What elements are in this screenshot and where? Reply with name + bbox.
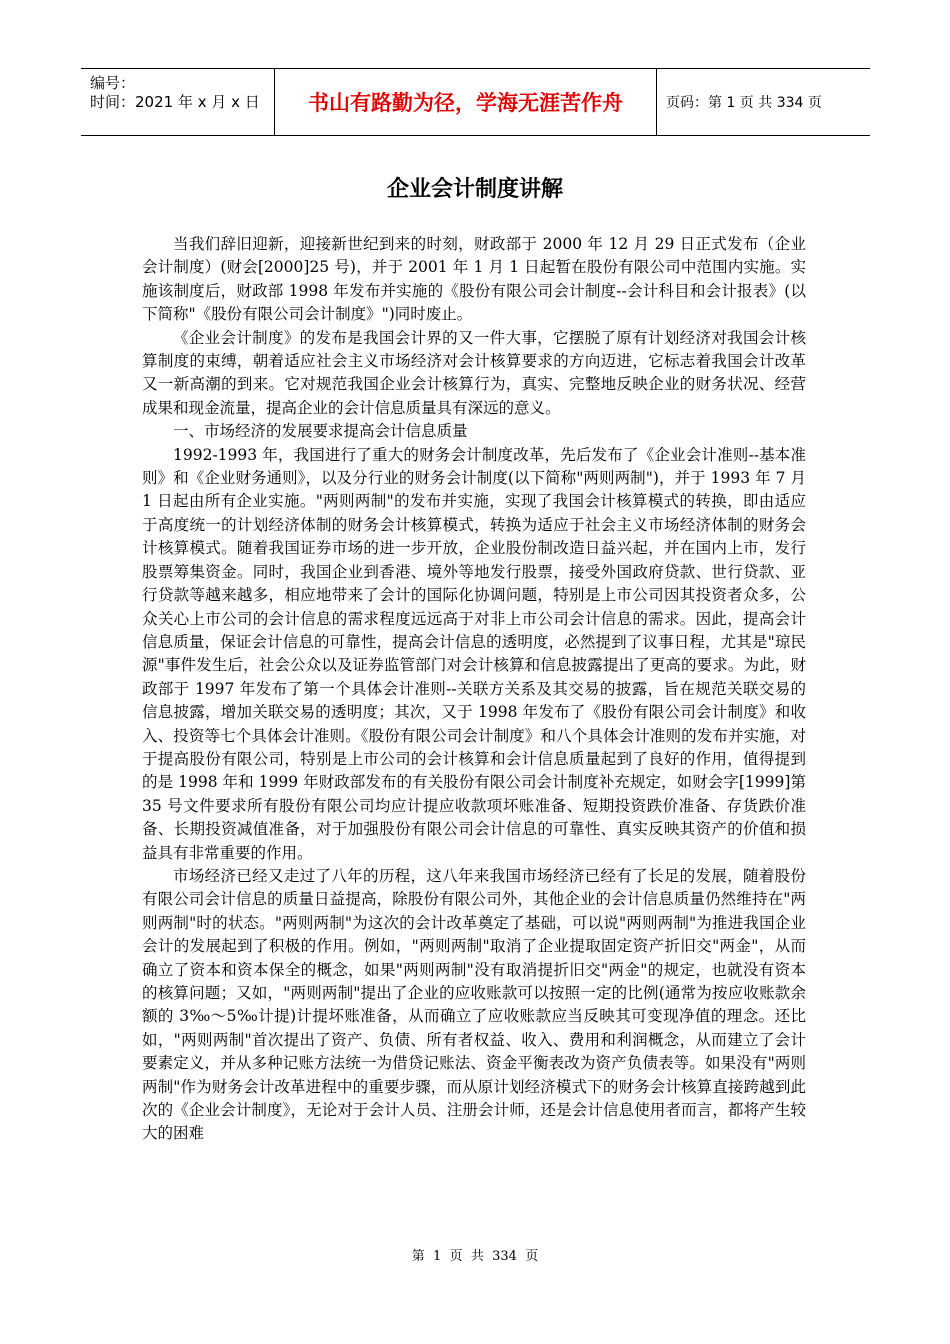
header-meta xyxy=(81,69,274,135)
number-label: 编号： xyxy=(90,74,136,92)
paragraph: 1992-1993 年，我国进行了重大的财务会计制度改革，先后发布了《企业会计准则--基本准则》和《企业财务通则》，以及分行业的财务会计制度(以下简称"两则两制")，并于 1993 年 7 月 1 日起由所有企业实施。"两则两制"的发布并实施，实现了我国会计核算模式的转换，即由适应于高度统一的计划经济体制的财务会计核算模式，转换为适应于社会主义市场经济体制的财务会计核算模式。随着我国证券市场的进一步开放，企业股份制改造日益兴起，并在国内上市，发行股票筹集资金。同时，我国企业到香港、境外等地发行股票，接受外国政府贷款、世行贷款、亚行贷款等越来越多，相应地带来了会计的国际化协调问题，特别是上市公司因其投资者众多，公众关心上市公司的会计信息的需求程度远远高于对非上市公司会计信息的需求。因此，提高会计信息质量，保证会计信息的可靠性，提高会计信息的透明度，必然提到了议事日程，尤其是"琼民源"事件发生后，社会公众以及证券监管部门对会计核算和信息披露提出了更高的要求。为此，财政部于 1997 年发布了第一个具体会计准则--关联方关系及其交易的披露，旨在规范关联交易的信息披露，增加关联交易的透明度；其次，又于 1998 年发布了《股份有限公司会计制度》和收入、投资等七个具体会计准则。《股份有限公司会计制度》和八个具体会计准则的发布并实施，对于提高股份有限公司，特别是上市公司的会计核算和会计信息质量起到了良好的作用，值得提到的是 1998 年和 1999 年财政部发布的有关股份有限公司会计制度补充规定，如财会字[1999]第 35 号文件要求所有股份有限公司均应计提应收款项坏账准备、短期投资跌价准备、存货跌价准备、长期投资减值准备，对于加强股份有限公司会计信息的可靠性、真实反映其资产的价值和损益具有非常重要的作用。 xyxy=(142,445,806,862)
header-motto: 书山有路勤为径，学海无涯苦作舟 xyxy=(308,91,623,115)
header-table xyxy=(81,68,870,136)
paragraph: 市场经济已经又走过了八年的历程，这八年来我国市场经济已经有了长足的发展，随着股份有限公司会计信息的质量日益提高，除股份有限公司外，其他企业的会计信息质量仍然维持在"两则两制"时的状态。"两则两制"为这次的会计改革奠定了基础，可以说"两则两制"为推进我国企业会计的发展起到了积极的作用。例如，"两则两制"取消了企业提取固定资产折旧交"两金"，从而确立了资本和资本保全的概念，如果"两则两制"没有取消提折旧交"两金"的规定，也就没有资本的核算问题；又如，"两则两制"提出了企业的应收账款可以按照一定的比例(通常为按应收账款余额的 3‰～5‰计提)计提坏账准备，从而确立了应收账款应当反映其可变现净值的理念。还比如，"两则两制"首次提出了资产、负债、所有者权益、收入、费用和利润概念，从而建立了会计要素定义，并从多种记账方法统一为借贷记账法、资金平衡表改为资产负债表等。如果没有"两则两制"作为财务会计改革进程中的重要步骤，而从原计划经济模式下的财务会计核算直接跨越到此次的《企业会计制度》，无论对于会计人员、注册会计师，还是会计信息使用者而言，都将产生较大的困难 xyxy=(142,866,806,1143)
document-body xyxy=(142,233,806,1146)
time-label: 时间：2021 年 x 月 x 日 xyxy=(90,93,260,111)
paragraph: 《企业会计制度》的发布是我国会计界的又一件大事，它摆脱了原有计划经济对我国会计核算制度的束缚，朝着适应社会主义市场经济对会计核算要求的方向迈进，它标志着我国会计改革又一新高潮的到来。它对规范我国企业会计核算行为，真实、完整地反映企业的财务状况、经营成果和现金流量，提高企业的会计信息质量具有深远的意义。 xyxy=(142,328,806,417)
page-footer: 第 1 页 共 334 页 xyxy=(411,1249,539,1264)
page-counter: 页码：第 1 页 共 334 页 xyxy=(666,95,822,111)
document-title: 企业会计制度讲解 xyxy=(386,177,563,202)
section-heading: 一、市场经济的发展要求提高会计信息质量 xyxy=(173,422,468,441)
paragraph: 当我们辞旧迎新，迎接新世纪到来的时刻，财政部于 2000 年 12 月 29 日正式发布（企业会计制度）(财会[2000]25 号)，并于 2001 年 1 月 1 日起暂在股份有限公司中范围内实施。实施该制度后，财政部 1998 年发布并实施的《股份有限公司会计制度--会计科目和会计报表》(以下简称"《股份有限公司会计制度》")同时废止。 xyxy=(142,235,806,324)
